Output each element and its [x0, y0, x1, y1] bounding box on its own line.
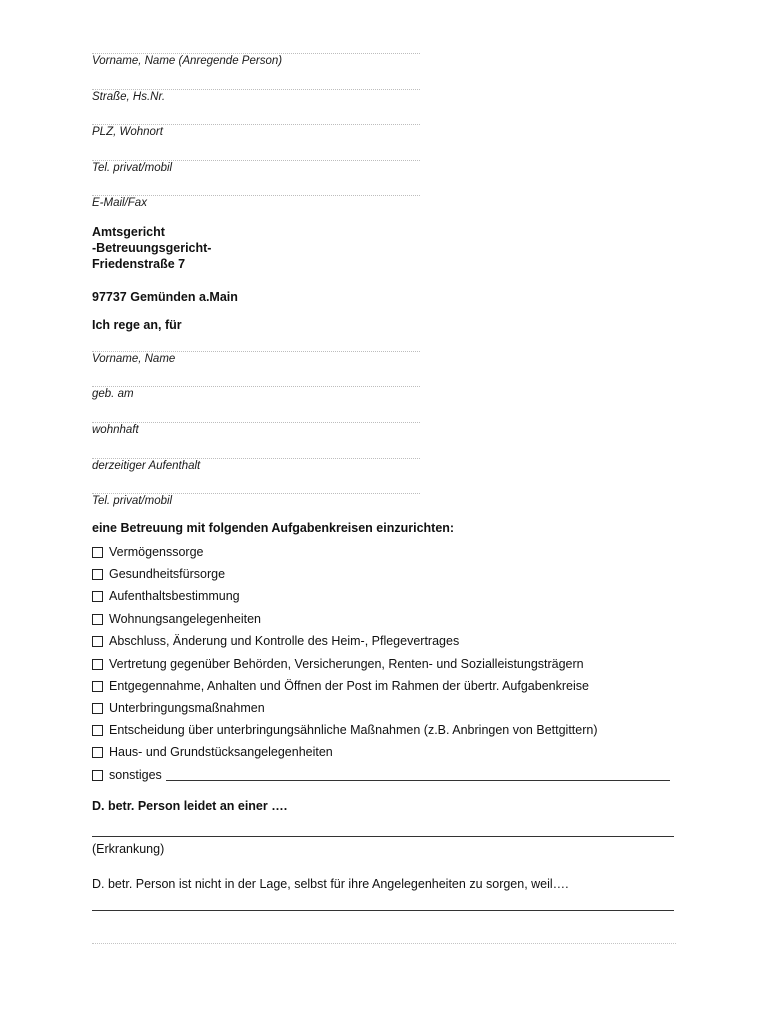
field-label: Tel. privat/mobil — [92, 162, 173, 174]
option-label: Abschluss, Änderung und Kontrolle des Heim-, Pflegevertrages — [109, 634, 460, 648]
task-option[interactable] — [92, 656, 584, 672]
field-label: derzeitiger Aufenthalt — [92, 460, 201, 472]
intro-text: Ich rege an, für — [92, 318, 182, 332]
person-name-field[interactable] — [92, 351, 420, 365]
reason-entry-line-2[interactable] — [92, 943, 676, 944]
field-label: Straße, Hs.Nr. — [92, 91, 166, 103]
court-department: -Betreuungsgericht- — [92, 241, 212, 255]
person-birthdate-field[interactable] — [92, 386, 420, 400]
entry-line — [92, 160, 420, 161]
task-option[interactable] — [92, 588, 240, 604]
option-label: Haus- und Grundstücksangelegenheiten — [109, 745, 333, 759]
option-label: Vermögenssorge — [109, 545, 204, 559]
person-residence-field[interactable] — [92, 422, 420, 436]
field-label: geb. am — [92, 388, 134, 400]
task-option-other[interactable] — [92, 767, 670, 783]
entry-line — [92, 422, 420, 423]
tasks-heading: eine Betreuung mit folgenden Aufgabenkreisen einzurichten: — [92, 521, 455, 535]
checkbox[interactable] — [92, 659, 103, 670]
checkbox[interactable] — [92, 569, 103, 580]
task-option[interactable] — [92, 722, 598, 738]
sender-email-field[interactable] — [92, 195, 420, 209]
task-option[interactable] — [92, 566, 225, 582]
entry-line — [92, 458, 420, 459]
checkbox[interactable] — [92, 547, 103, 558]
court-city: 97737 Gemünden a.Main — [92, 290, 238, 304]
checkbox[interactable] — [92, 591, 103, 602]
illness-heading: D. betr. Person leidet an einer …. — [92, 799, 288, 813]
option-label: sonstiges — [109, 768, 162, 782]
field-label: Vorname, Name — [92, 353, 176, 365]
task-option[interactable] — [92, 633, 459, 649]
option-label: Entgegennahme, Anhalten und Öffnen der Post im Rahmen der übertr. Aufgabenkreise — [109, 679, 589, 693]
entry-line — [92, 89, 420, 90]
option-label: Wohnungsangelegenheiten — [109, 612, 261, 626]
checkbox[interactable] — [92, 725, 103, 736]
other-entry-line[interactable] — [166, 769, 670, 781]
field-label: wohnhaft — [92, 424, 139, 436]
task-option[interactable] — [92, 700, 265, 716]
checkbox[interactable] — [92, 770, 103, 781]
reason-entry-line[interactable] — [92, 910, 674, 911]
checkbox[interactable] — [92, 681, 103, 692]
option-label: Entscheidung über unterbringungsähnliche Maßnahmen (z.B. Anbringen von Bettgittern) — [109, 723, 598, 737]
field-label: Vorname, Name (Anregende Person) — [92, 55, 283, 67]
court-address — [92, 224, 211, 272]
person-stay-field[interactable] — [92, 458, 420, 472]
illness-entry-line[interactable] — [92, 836, 674, 837]
option-label: Unterbringungsmaßnahmen — [109, 701, 265, 715]
sender-name-field[interactable] — [92, 53, 420, 67]
field-label: Tel. privat/mobil — [92, 495, 173, 507]
reason-text: D. betr. Person ist nicht in der Lage, selbst für ihre Angelegenheiten zu sorgen, weil…. — [92, 877, 569, 891]
task-option[interactable] — [92, 678, 589, 694]
illness-label: (Erkrankung) — [92, 842, 165, 856]
checkbox[interactable] — [92, 614, 103, 625]
task-option[interactable] — [92, 744, 333, 760]
field-label: E-Mail/Fax — [92, 197, 147, 209]
option-label: Gesundheitsfürsorge — [109, 567, 226, 581]
entry-line — [92, 195, 420, 196]
entry-line — [92, 493, 420, 494]
task-option[interactable] — [92, 611, 261, 627]
checkbox[interactable] — [92, 636, 103, 647]
option-label: Vertretung gegenüber Behörden, Versicherungen, Renten- und Sozialleistungsträgern — [109, 657, 584, 671]
sender-city-field[interactable] — [92, 124, 420, 138]
option-label: Aufenthaltsbestimmung — [109, 589, 240, 603]
person-phone-field[interactable] — [92, 493, 420, 507]
sender-phone-field[interactable] — [92, 160, 420, 174]
entry-line — [92, 53, 420, 54]
court-street: Friedenstraße 7 — [92, 257, 186, 271]
entry-line — [92, 386, 420, 387]
sender-street-field[interactable] — [92, 89, 420, 103]
task-option[interactable] — [92, 544, 204, 560]
court-name: Amtsgericht — [92, 225, 165, 239]
entry-line — [92, 124, 420, 125]
field-label: PLZ, Wohnort — [92, 126, 163, 138]
entry-line — [92, 351, 420, 352]
checkbox[interactable] — [92, 747, 103, 758]
checkbox[interactable] — [92, 703, 103, 714]
